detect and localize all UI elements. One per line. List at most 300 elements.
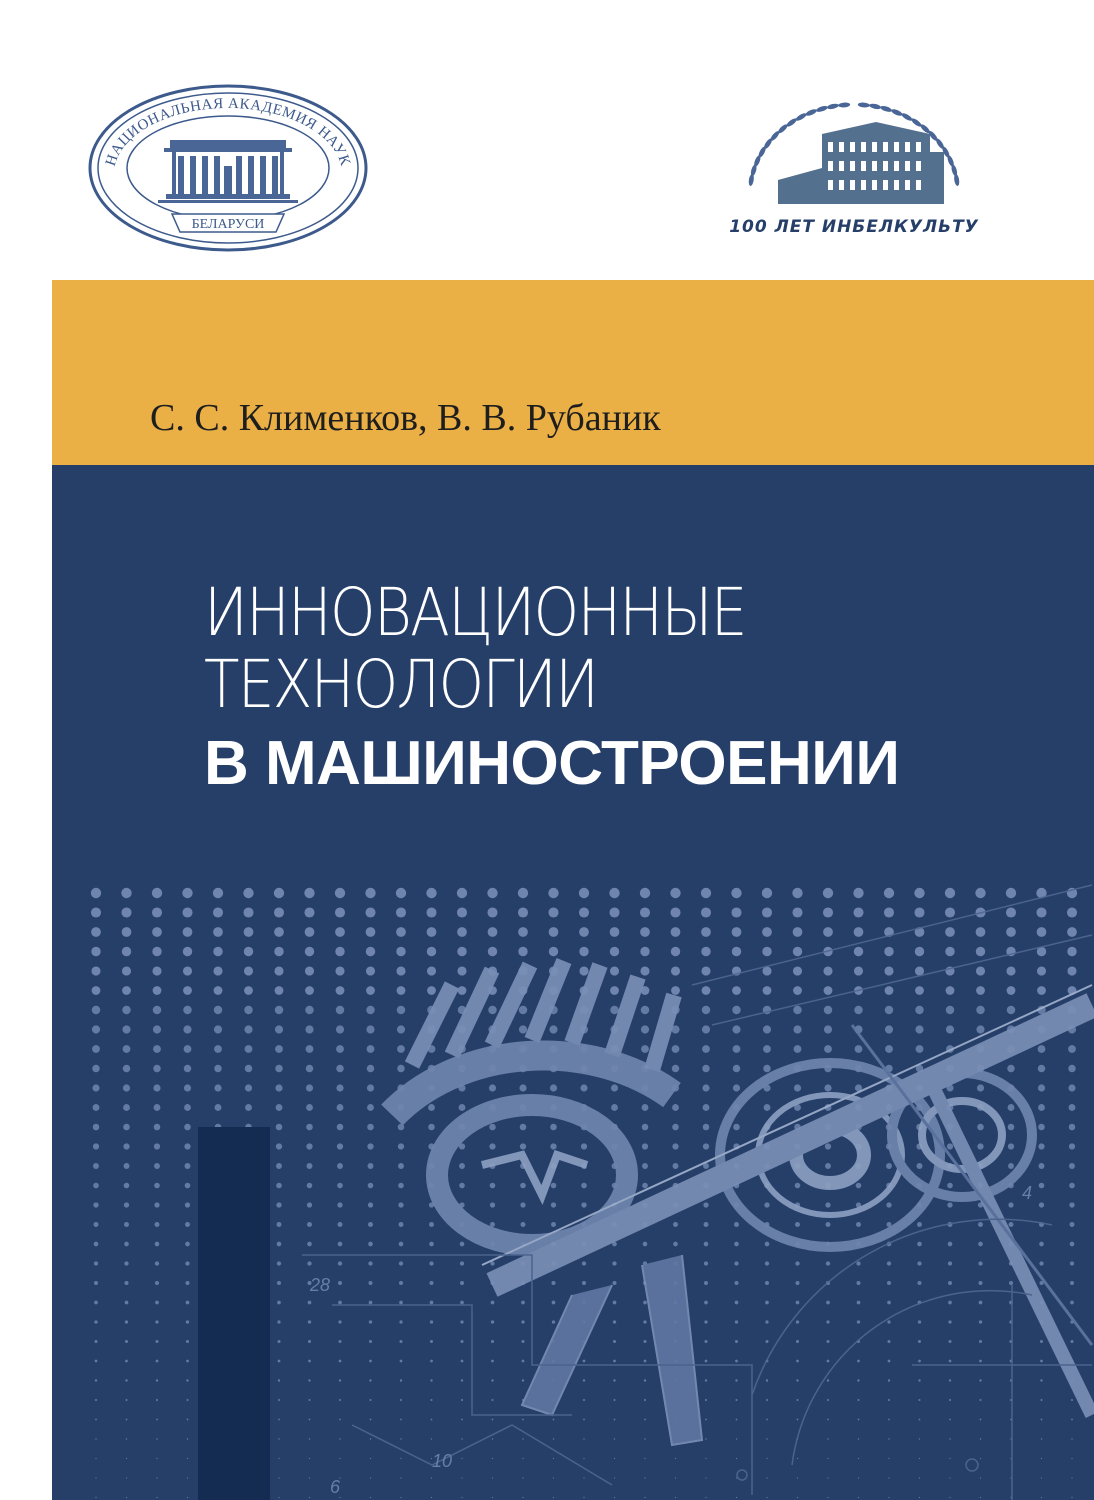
halftone-dot [675,1458,676,1459]
halftone-dot [614,1497,615,1498]
halftone-dot [369,1340,372,1343]
halftone-dot [488,947,497,956]
halftone-dot [278,1497,279,1498]
halftone-dot [947,1143,953,1149]
halftone-dot [184,1143,190,1149]
halftone-dot [553,1458,554,1459]
halftone-dot [308,1340,311,1343]
halftone-dot [492,1458,493,1459]
halftone-dot [367,1065,375,1073]
halftone-dot [827,1497,828,1498]
halftone-dot [398,1143,404,1149]
halftone-dot [366,1006,374,1014]
halftone-dot [365,888,375,898]
halftone-dot [126,1497,127,1498]
halftone-dot [858,1477,859,1478]
halftone-dot [153,1045,161,1053]
halftone-dot [365,907,375,917]
halftone-dot [187,1477,188,1478]
academy-banner-text: БЕЛАРУСИ [191,217,265,232]
halftone-dot [369,1281,373,1285]
halftone-dot [95,1379,97,1381]
halftone-dot [431,1497,432,1498]
halftone-dot [581,1143,587,1149]
halftone-dot [705,1360,708,1363]
halftone-dot [522,1419,524,1421]
halftone-dot [457,907,467,917]
halftone-dot [461,1399,463,1401]
halftone-dot [368,1163,374,1169]
halftone-dot [886,1163,892,1169]
halftone-dot [369,1399,371,1401]
halftone-dot [243,888,253,898]
halftone-dot [186,1399,188,1401]
halftone-dot [736,1419,738,1421]
halftone-dot [797,1419,799,1421]
halftone-dot [336,1065,344,1073]
halftone-dot [461,1379,463,1381]
halftone-dot [671,927,681,937]
halftone-dot [609,888,619,898]
halftone-dot [856,1222,861,1227]
halftone-dot [369,1360,372,1363]
halftone-dot [124,1163,130,1169]
halftone-dot [702,1045,710,1053]
halftone-dot [518,888,528,898]
halftone-dot [307,1222,312,1227]
halftone-dot [582,1281,586,1285]
halftone-dot [427,986,436,995]
halftone-dot [887,1320,890,1323]
halftone-dot [613,1340,616,1343]
halftone-dot [187,1458,188,1459]
halftone-dot [518,947,527,956]
halftone-dot [183,1006,191,1014]
halftone-dot [642,1163,648,1169]
halftone-dot [490,1261,494,1265]
halftone-dot [124,1261,128,1265]
halftone-dot [400,1477,401,1478]
halftone-dot [92,1045,100,1053]
halftone-dot [213,947,222,956]
halftone-dot [155,1281,159,1285]
halftone-dot [886,1202,891,1207]
halftone-dot [521,1301,525,1305]
halftone-dot [214,1065,222,1073]
halftone-dot [522,1379,524,1381]
halftone-dot [610,986,619,995]
halftone-dot [339,1497,340,1498]
halftone-dot [309,1477,310,1478]
halftone-dot [305,927,315,937]
halftone-dot [122,1025,130,1033]
halftone-dot [641,1006,649,1014]
halftone-dot [122,1006,130,1014]
halftone-dot [183,947,192,956]
halftone-dot [339,1438,340,1439]
halftone-dot [980,1497,981,1498]
halftone-dot [796,1320,799,1323]
halftone-dot [765,1281,769,1285]
halftone-dot [335,966,344,975]
halftone-dot [705,1379,707,1381]
halftone-dot [491,1360,494,1363]
halftone-dot [762,947,771,956]
halftone-dot [367,1124,374,1131]
halftone-dot [400,1438,401,1439]
halftone-dot [701,927,711,937]
halftone-dot [701,966,710,975]
halftone-dot [583,1419,585,1421]
halftone-dot [766,1497,767,1498]
halftone-dot [946,1025,954,1033]
halftone-dot [549,947,558,956]
halftone-dot [855,1045,863,1053]
halftone-dot [1038,1124,1045,1131]
drawing-number-10: 10 [432,1451,453,1471]
halftone-dot [1038,1104,1045,1111]
halftone-dot [824,1045,832,1053]
halftone-dot [888,1379,890,1381]
halftone-dot [946,986,955,995]
halftone-dot [308,1379,310,1381]
halftone-dot [125,1301,129,1305]
halftone-dot [91,888,101,898]
halftone-dot [304,907,314,917]
halftone-dot [1040,1379,1042,1381]
halftone-dot [1071,1419,1073,1421]
halftone-dot [732,947,741,956]
halftone-dot [794,1084,801,1091]
halftone-dot [793,966,802,975]
halftone-dot [154,1124,161,1131]
halftone-dot [182,907,192,917]
halftone-dot [763,1045,771,1053]
halftone-dot [1071,1399,1073,1401]
halftone-dot [1037,986,1046,995]
halftone-dot [396,927,406,937]
halftone-dot [826,1340,829,1343]
halftone-dot [1007,1065,1015,1073]
halftone-dot [614,1458,615,1459]
halftone-dot [399,1261,403,1265]
halftone-dot [431,1477,432,1478]
halftone-dot [551,1222,556,1227]
halftone-dot [519,1084,526,1091]
halftone-dot [827,1458,828,1459]
halftone-dot [459,1104,466,1111]
halftone-dot [978,1261,982,1265]
halftone-dot [398,1163,404,1169]
halftone-dot [641,1045,649,1053]
halftone-dot [184,1065,192,1073]
halftone-dot [184,1084,191,1091]
halftone-dot [979,1379,981,1381]
halftone-dot [827,1438,828,1439]
halftone-dot [366,1025,374,1033]
halftone-dot [278,1458,279,1459]
halftone-dot [765,1301,769,1305]
halftone-dot [854,927,864,937]
halftone-dot [153,986,162,995]
halftone-dot [518,927,528,937]
halftone-dot [307,1163,313,1169]
halftone-dot [733,1065,741,1073]
halftone-dot [244,986,253,995]
halftone-dot [368,1242,373,1247]
halftone-dot [277,1340,280,1343]
halftone-dot [763,986,772,995]
halftone-dot [427,947,436,956]
halftone-dot [461,1360,464,1363]
halftone-dot [945,927,955,937]
halftone-dot [518,907,528,917]
halftone-dot [701,907,711,917]
halftone-dot [978,1222,983,1227]
halftone-dot [308,1320,311,1323]
halftone-dot [338,1261,342,1265]
halftone-dot [122,986,131,995]
halftone-dot [1036,907,1046,917]
halftone-dot [278,1438,279,1439]
book-authors: С. С. Клименков, В. В. Рубаник [150,397,661,439]
halftone-dot [156,1360,159,1363]
halftone-dot [335,888,345,898]
halftone-dot [610,1006,618,1014]
halftone-dot [672,1104,679,1111]
halftone-dot [1068,1084,1075,1091]
halftone-dot [979,1399,981,1401]
halftone-dot [245,1084,252,1091]
halftone-dot [854,947,863,956]
halftone-dot [338,1242,343,1247]
halftone-dot [583,1399,585,1401]
halftone-dot [796,1340,799,1343]
halftone-dot [949,1497,950,1498]
halftone-dot [93,1163,99,1169]
halftone-dot [732,986,741,995]
halftone-dot [613,1399,615,1401]
halftone-dot [93,1104,100,1111]
halftone-dot [704,1222,709,1227]
halftone-dot [980,1438,981,1439]
halftone-dot [123,1065,131,1073]
halftone-dot [977,1124,984,1131]
halftone-dot [792,907,802,917]
halftone-dot [825,1163,831,1169]
halftone-dot [948,1320,951,1323]
halftone-dot [156,1399,158,1401]
halftone-dot [579,927,589,937]
halftone-dot [1070,1281,1074,1285]
halftone-dot [1008,1124,1015,1131]
halftone-dot [461,1419,463,1421]
halftone-dot [672,1124,679,1131]
halftone-dot [552,1301,556,1305]
halftone-dot [702,1025,710,1033]
halftone-dot [885,1045,893,1053]
halftone-dot [400,1419,402,1421]
halftone-dot [335,947,344,956]
halftone-dot [488,927,498,937]
halftone-dot [640,947,649,956]
halftone-dot [338,1281,342,1285]
halftone-dot [460,1301,464,1305]
halftone-dot [187,1438,188,1439]
halftone-dot [916,1045,924,1053]
halftone-dot [430,1301,434,1305]
halftone-dot [976,927,986,937]
halftone-dot [1067,947,1076,956]
halftone-dot [854,1006,862,1014]
halftone-dot [244,1006,252,1014]
halftone-dot [765,1242,770,1247]
academy-logo [86,82,370,254]
halftone-dot [277,1242,282,1247]
halftone-dot [244,927,254,937]
halftone-dot [701,888,711,898]
halftone-dot [796,1379,798,1381]
halftone-dot [490,1222,495,1227]
halftone-dot [915,986,924,995]
halftone-dot [399,1222,404,1227]
halftone-dot [675,1477,676,1478]
halftone-dot [979,1360,982,1363]
halftone-dot [762,907,772,917]
halftone-dot [885,1006,893,1014]
halftone-dot [305,1006,313,1014]
halftone-dot [307,1261,311,1265]
halftone-dot [884,888,894,898]
halftone-dot [613,1301,617,1305]
halftone-dot [1070,1301,1074,1305]
halftone-dot [825,1143,831,1149]
halftone-dot [795,1261,799,1265]
halftone-dot [308,1360,311,1363]
halftone-dot [979,1281,983,1285]
halftone-dot [400,1399,402,1401]
halftone-dot [735,1340,738,1343]
halftone-dot [244,1025,252,1033]
halftone-dot [156,1419,158,1421]
svg-text:НАЦИОНАЛЬНАЯ АКАДЕМИЯ НАУК [103,96,353,169]
halftone-dot [766,1419,768,1421]
halftone-dot [702,986,711,995]
halftone-dot [430,1399,432,1401]
halftone-dot [461,1438,462,1439]
halftone-dot [793,947,802,956]
halftone-dot [919,1458,920,1459]
halftone-dot [335,907,345,917]
halftone-dot [460,1242,465,1247]
halftone-dot [917,1242,922,1247]
halftone-dot [370,1477,371,1478]
halftone-dot [520,1202,525,1207]
halftone-dot [214,986,223,995]
halftone-dot [277,1281,281,1285]
halftone-dot [245,1045,253,1053]
halftone-dot [457,947,466,956]
halftone-dot [704,1301,708,1305]
halftone-dot [245,1065,253,1073]
book-title [204,574,900,807]
halftone-dot [339,1360,342,1363]
halftone-dot [426,907,436,917]
halftone-dot [369,1379,371,1381]
halftone-dot [366,947,375,956]
halftone-dot [827,1399,829,1401]
halftone-dot [1069,1183,1075,1189]
halftone-dot [888,1419,890,1421]
halftone-dot [459,1183,465,1189]
halftone-dot [948,1281,952,1285]
halftone-dot [337,1202,342,1207]
halftone-dot [917,1163,923,1169]
halftone-dot [276,1202,281,1207]
halftone-dot [522,1458,523,1459]
halftone-dot [1007,1006,1015,1014]
halftone-dot [1041,1419,1043,1421]
halftone-dot [642,1104,649,1111]
halftone-dot [458,986,467,995]
halftone-dot [671,947,680,956]
halftone-dot [857,1379,859,1381]
halftone-dot [673,1222,678,1227]
halftone-dot [245,1104,252,1111]
halftone-dot [1008,1202,1013,1207]
halftone-dot [368,1261,372,1265]
halftone-dot [919,1477,920,1478]
halftone-dot [550,1143,556,1149]
halftone-dot [795,1222,800,1227]
halftone-dot [187,1497,188,1498]
title-line-3: В МАШИНОСТРОЕНИИ [204,729,900,798]
halftone-dot [339,1458,340,1459]
halftone-dot [858,1438,859,1439]
halftone-dot [368,1222,373,1227]
halftone-dot [672,1143,678,1149]
halftone-dot [976,1006,984,1014]
halftone-dot [553,1497,554,1498]
halftone-dot [277,1320,280,1323]
halftone-dot [827,1360,830,1363]
halftone-dot [430,1281,434,1285]
halftone-dot [735,1379,737,1381]
halftone-dot [736,1438,737,1439]
halftone-dot [519,1006,527,1014]
halftone-dot [275,1025,283,1033]
halftone-dot [704,1261,708,1265]
halftone-dot [552,1281,556,1285]
halftone-dot [857,1360,860,1363]
halftone-dot [888,1399,890,1401]
halftone-dot [305,1025,313,1033]
halftone-dot [492,1438,493,1439]
halftone-dot [339,1379,341,1381]
halftone-dot [125,1379,127,1381]
halftone-dot [884,947,893,956]
halftone-dot [796,1281,800,1285]
halftone-dot [95,1477,96,1478]
halftone-dot [1071,1438,1072,1439]
halftone-dot [613,1320,616,1323]
halftone-dot [579,907,589,917]
halftone-dot [277,1261,281,1265]
halftone-dot [275,1065,283,1073]
halftone-dot [948,1261,952,1265]
halftone-dot [93,1202,98,1207]
halftone-dot [369,1301,373,1305]
